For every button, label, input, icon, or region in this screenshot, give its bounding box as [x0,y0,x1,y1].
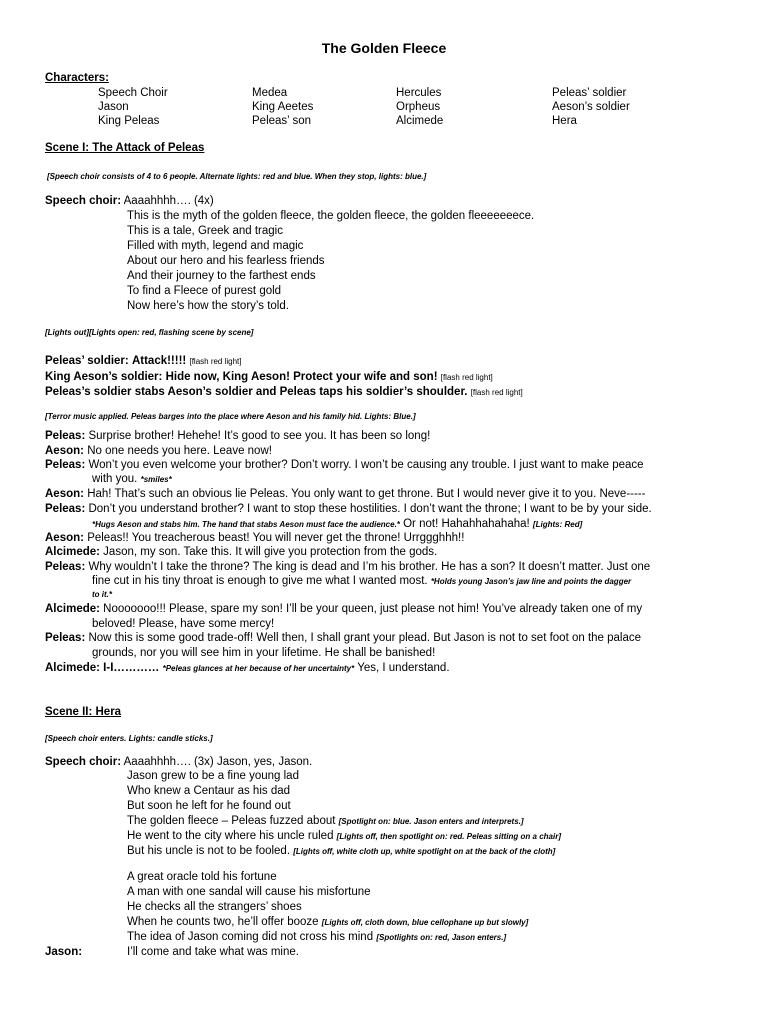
character-name: Alcimede [396,115,444,127]
dialogue-text: I-I………… [103,662,160,674]
verse-text: He went to the city where his uncle ruled [127,830,334,842]
dialogue-text: I’ll come and take what was mine. [127,946,299,958]
dialogue-line [45,560,650,575]
character-name: King Aeetes [252,101,314,113]
stage-direction: [Lights out][Lights open: red, flashing scene by scene] [45,328,254,337]
speaker-name: Peleas’ soldier: [45,355,129,367]
verse-line: About our hero and his fearless friends [127,255,325,267]
verse-line [127,769,561,784]
stage-direction: [Terror music applied. Peleas barges into the place where Aeson and his family hid. Lights: Blue.] [45,412,416,421]
verse-text: He checks all the strangers’ shoes [127,901,302,913]
dialogue-text: beloved! Please, have some mercy! [92,618,275,630]
stage-direction: *Holds young Jason’s jaw line and points the dagger [430,577,632,586]
dialogue-text: Nooooooo!!! Please, spare my son! I’ll be your queen, just please not him! You’ve already taken one of my [103,603,643,615]
character-row [98,114,630,128]
character-row [98,86,630,100]
verse-line: To find a Fleece of purest gold [127,285,282,297]
stage-direction: [Speech choir consists of 4 to 6 people. Alternate lights: red and blue. When they stop, lights: blue.] [47,172,427,181]
verse-line [127,799,561,814]
character-name: Peleas’ son [252,115,312,127]
dialogue-line [45,487,645,502]
dialogue-continuation [92,587,112,602]
character-name: Hercules [396,87,442,99]
verse-text: A man with one sandal will cause his misfortune [127,886,371,898]
stage-direction: [Lights: Red] [532,520,583,529]
dialogue-text: Surprise brother! Hehehe! It’s good to see you. It has been so long! [88,430,431,442]
character-name: Jason [98,101,129,113]
dialogue-line [45,458,644,473]
dialogue-text: fine cut in his tiny throat is enough to give me what I wanted most. [92,575,428,587]
dialogue-line [45,945,299,960]
speaker-name: Aeson: [45,532,84,544]
dialogue-text: Attack!!!!! [131,355,187,367]
verse-line [127,900,528,915]
verse-text: Who knew a Centaur as his dad [127,785,291,797]
dialogue-text: with you. [92,473,138,485]
character-name: Speech Choir [98,87,168,99]
dialogue-continuation [92,574,631,589]
verse-line: This is the myth of the golden fleece, the golden fleece, the golden fleeeeeeece. [127,210,535,222]
verse-line [127,930,528,945]
dialogue-text: Aaaahhhh…. (4x) [123,195,214,207]
dialogue-line [45,385,523,400]
stage-direction: *Peleas glances at her because of her uncertainty* [162,664,355,673]
dialogue-line [45,370,493,385]
speaker-name: Speech choir: [45,756,122,768]
character-name: Aeson’s soldier [552,101,630,113]
character-name: Peleas’ soldier [552,87,627,99]
dialogue-text: grounds, nor you will see him in your lifetime. He shall be banished! [92,647,436,659]
dialogue-continuation [92,617,274,631]
character-name: King Peleas [98,115,160,127]
scene1-heading: Scene I: The Attack of Peleas [45,142,205,154]
verse-line: Filled with myth, legend and magic [127,240,304,252]
verse-text: The idea of Jason coming did not cross his mind [127,931,374,943]
speaker-name: Peleas: [45,503,86,515]
dialogue-text: Why wouldn’t I take the throne? The king is dead and I’m his brother. He has a son? It doesn’t matter. Just one [88,561,651,573]
speaker-name: Peleas: [45,561,86,573]
verse-line [127,814,561,829]
stage-direction: [Lights off, white cloth up, white spotlight on at the back of the cloth] [293,847,556,856]
choir-verse [127,769,561,859]
character-name: Orpheus [396,101,441,113]
character-name: Hera [552,115,577,127]
choir-verse [127,870,528,945]
dialogue-continuation [92,517,582,532]
dialogue-continuation [92,472,172,487]
stage-direction: *Hugs Aeson and stabs him. The hand that stabs Aeson must face the audience.* [92,520,400,529]
action-text: Peleas’s soldier stabs Aeson’s soldier and Peleas taps his soldier’s shoulder. [45,386,468,398]
verse-text: When he counts two, he’ll offer booze [127,916,319,928]
verse-line [127,844,561,859]
dialogue-continuation [92,646,435,660]
speaker-name: Speech choir: [45,195,122,207]
dialogue-text: Jason, my son. Take this. It will give you protection from the gods. [103,546,438,558]
stage-direction: [Spotlights on: red, Jason enters.] [376,933,507,942]
speaker-name: Peleas: [45,459,86,471]
stage-direction: [flash red light] [440,373,493,382]
characters-heading: Characters: [45,72,109,84]
choir-line [45,755,312,770]
verse-line: Now here’s how the story’s told. [127,300,289,312]
dialogue-text: Don’t you understand brother? I want to stop these hostilities. I don’t want the throne; I want to be by your side. [88,503,652,515]
dialogue-line [45,602,642,617]
stage-direction: [flash red light] [189,357,242,366]
dialogue-text: Now this is some good trade-off! Well then, I shall grant your plead. But Jason is not to set foot on the palace [88,632,642,644]
verse-text: The golden fleece – Peleas fuzzed about [127,815,336,827]
stage-direction: [Lights off, then spotlight on: red. Peleas sitting on a chair] [336,832,561,841]
dialogue-line [45,354,242,369]
scene2-heading: Scene II: Hera [45,706,122,718]
dialogue-text: Peleas!! You treacherous beast! You will never get the throne! Urrggghhh!! [87,532,465,544]
dialogue-text: Hide now, King Aeson! Protect your wife and son! [165,371,438,383]
stage-direction: [flash red light] [470,388,523,397]
character-row [98,100,630,114]
stage-direction: *smiles* [140,475,172,484]
speaker-name: Alcimede: [45,603,100,615]
speaker-name: Peleas: [45,430,86,442]
dialogue-text: Or not! Hahahhahahaha! [399,518,530,530]
stage-direction: [Speech choir enters. Lights: candle sticks.] [45,734,213,743]
dialogue-line [45,631,641,646]
speaker-name: Aeson: [45,445,84,457]
stage-direction: [Spotlight on: blue. Jason enters and interprets.] [338,817,524,826]
choir-line [45,194,214,209]
character-list [98,86,630,128]
dialogue-text: Yes, I understand. [354,662,450,674]
page-title: The Golden Fleece [321,40,447,56]
speaker-name: Jason: [45,946,83,958]
verse-text: But soon he left for he found out [127,800,291,812]
speaker-name: Alcimede: [45,546,100,558]
verse-line [127,829,561,844]
dialogue-text: No one needs you here. Leave now! [87,445,272,457]
stage-direction: [Lights off, cloth down, blue cellophane up but slowly] [321,918,529,927]
stage-direction: to it.* [92,590,112,599]
dialogue-text: Aaaahhhh…. (3x) Jason, yes, Jason. [123,756,313,768]
verse-text: But his uncle is not to be fooled. [127,845,291,857]
verse-line: And their journey to the farthest ends [127,270,316,282]
dialogue-line [45,545,437,560]
speaker-name: Aeson: [45,488,84,500]
dialogue-text: Hah! That’s such an obvious lie Peleas. You only want to get throne. But I would never give it to you. Neve----- [87,488,646,500]
choir-verse [127,209,534,314]
verse-line [127,784,561,799]
dialogue-line [45,502,652,517]
verse-line [127,870,528,885]
dialogue-line [45,661,450,676]
dialogue-line [45,429,430,444]
verse-line [127,885,528,900]
dialogue-text: Won’t you even welcome your brother? Don’t worry. I won’t be causing any trouble. I just want to make peace [88,459,644,471]
verse-text: Jason grew to be a fine young lad [127,770,299,782]
speaker-name: King Aeson’s soldier: [45,371,163,383]
dialogue-line [45,444,272,459]
speaker-name: Alcimede: [45,662,100,674]
character-name: Medea [252,87,288,99]
verse-line: This is a tale, Greek and tragic [127,225,283,237]
verse-text: A great oracle told his fortune [127,871,277,883]
dialogue-line [45,531,464,546]
verse-line [127,915,528,930]
speaker-name: Peleas: [45,632,86,644]
